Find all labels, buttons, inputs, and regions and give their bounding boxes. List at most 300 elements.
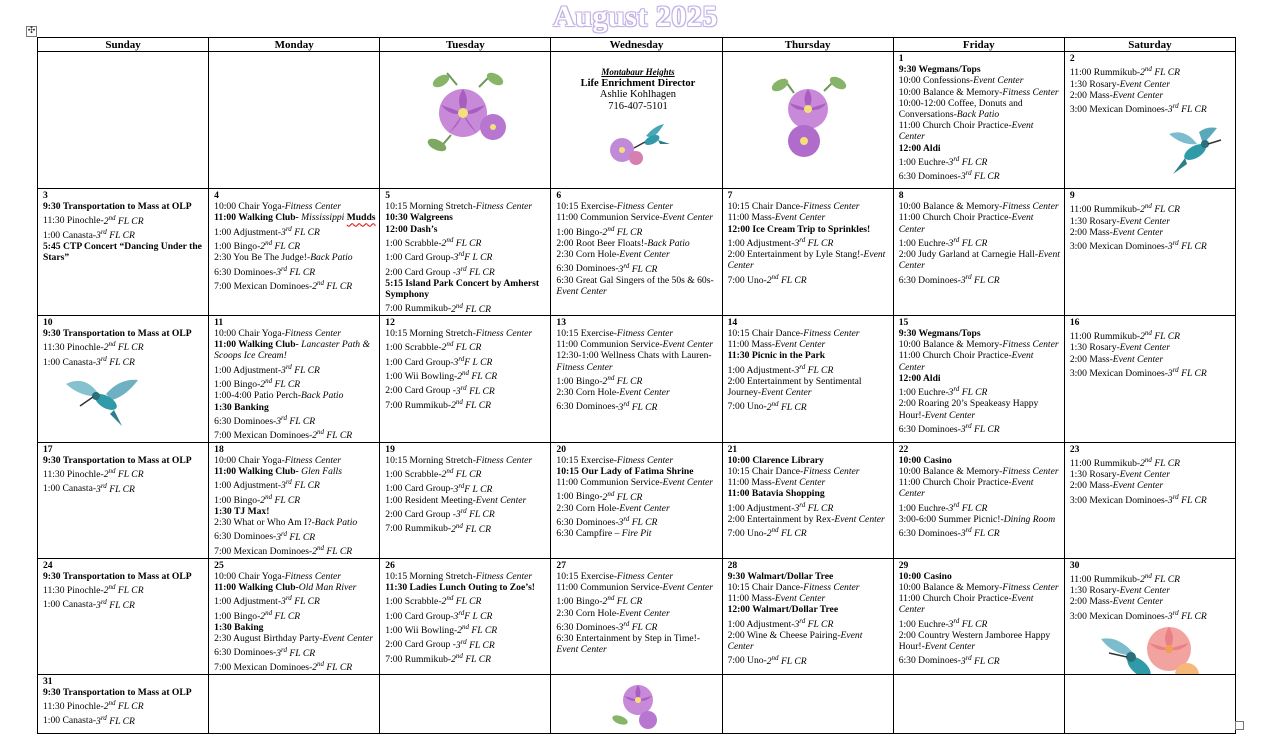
day-cell[interactable] [722, 442, 893, 558]
week-row [38, 442, 1236, 558]
day-number: 26 [385, 559, 395, 571]
event-name: Adjustment- [233, 596, 282, 608]
day-cell[interactable] [38, 189, 209, 316]
calendar-event [43, 241, 206, 263]
event-time: 6:30 [556, 401, 574, 413]
calendar-event [43, 582, 206, 596]
day-number: 30 [1069, 559, 1080, 571]
event-location: 2nd FL CR [312, 659, 353, 673]
empty-day-cell [380, 674, 551, 733]
event-name: Canasta- [62, 715, 97, 727]
event-location: 3rd FL CR [960, 272, 1000, 286]
event-time: 6:30 [556, 633, 574, 645]
calendar-event [556, 633, 719, 655]
weekday-sunday: Sunday [38, 38, 209, 52]
calendar-event [385, 278, 548, 300]
calendar-event [385, 212, 548, 223]
event-location: Event Center [924, 641, 976, 653]
event-time: 1:00 [727, 502, 745, 514]
calendar-event [214, 455, 377, 466]
day-number: 1 [898, 53, 904, 64]
event-location: 2nd FL CR [457, 622, 498, 637]
weekday-friday: Friday [893, 38, 1064, 52]
event-name: Adjustment- [233, 364, 282, 376]
event-name: Balance & Memory- [922, 86, 1003, 98]
event-name: Exercise- [580, 201, 617, 213]
calendar-event [1070, 585, 1233, 596]
event-location: 3rd FL CR [455, 264, 495, 278]
calendar-event [899, 143, 1062, 154]
event-name: Uno- [747, 401, 767, 413]
day-cell[interactable] [380, 442, 551, 558]
event-location: 2nd FL CR [1140, 328, 1181, 343]
calendar-event [556, 249, 719, 260]
event-time: 11:00 [898, 477, 921, 489]
event-time: 10:15 [385, 201, 408, 213]
event-time: 7:00 [385, 399, 403, 411]
event-name: Adjustment- [746, 502, 795, 514]
event-location: 2nd FL CR [602, 489, 643, 503]
day-number: 8 [898, 190, 904, 201]
event-location: Event Center [898, 249, 1060, 272]
event-name: Morning Stretch- [409, 201, 476, 213]
event-time: 1:00 [214, 241, 232, 253]
calendar-event [556, 503, 719, 514]
empty-day-cell [1064, 674, 1235, 733]
event-time: 1:00 [385, 356, 403, 368]
event-location: Event Center [1119, 585, 1171, 597]
event-location: 2nd FL CR [602, 224, 643, 238]
event-name: Mexican Dominoes- [1089, 610, 1168, 622]
day-cell[interactable] [38, 558, 209, 674]
event-location: 2nd FL CR [766, 526, 807, 540]
event-name: Transportation to Mass at OLP [62, 570, 192, 582]
week-row [38, 52, 1236, 189]
event-time: 10:15 [385, 570, 408, 582]
event-name: Adjustment- [233, 226, 282, 238]
event-name: Rummikub- [1093, 331, 1141, 343]
event-location: Event Center [1112, 89, 1164, 101]
event-name: Patio Perch- [253, 390, 302, 402]
event-time: 11:00 [1069, 457, 1092, 469]
calendar-event [214, 339, 377, 361]
day-number: 31 [43, 675, 53, 687]
calendar-event [556, 608, 719, 619]
calendar-event [385, 608, 548, 622]
day-cell[interactable] [722, 189, 893, 316]
event-time: 1:00 [214, 480, 232, 492]
event-name: Entertainment by Step in Time!- [575, 633, 701, 645]
event-name: Mass- [751, 339, 775, 351]
calendar-event [556, 514, 719, 528]
event-time: 1:00 [43, 599, 61, 611]
event-time: 1:30 [214, 401, 232, 413]
event-location: 3rd FL CR [618, 261, 658, 275]
event-location: 2nd FL CR [457, 368, 498, 383]
event-location: Event Center [556, 286, 607, 297]
day-cell[interactable] [209, 315, 380, 442]
event-time: 3:00 [1069, 610, 1087, 622]
day-cell[interactable] [380, 558, 551, 674]
event-time: 2:00 [898, 629, 916, 641]
event-name: Chair Yoga- [238, 570, 285, 582]
calendar-event [899, 272, 1062, 286]
flower-hummingbird-icon [602, 118, 674, 168]
event-name: Corn Hole- [575, 387, 620, 399]
calendar-event [43, 712, 206, 726]
event-time: 11:00 [556, 212, 578, 224]
calendar-event [556, 201, 719, 212]
weekday-tuesday: Tuesday [380, 38, 551, 52]
event-name: Dominoes- [233, 531, 277, 543]
calendar-event [556, 477, 719, 488]
event-location: Event Center [619, 502, 670, 514]
event-name: Walking Club- [238, 339, 302, 351]
day-cell[interactable] [380, 189, 551, 316]
calendar-event [214, 571, 377, 582]
event-time: 10:15 [385, 327, 408, 339]
event-time: 2:30 [556, 387, 574, 399]
event-time: 1:00 [898, 502, 916, 514]
event-time: 1:00 [556, 491, 574, 503]
event-name: Scrabble- [404, 342, 442, 354]
event-time: 1:00 [556, 226, 574, 238]
day-cell[interactable] [380, 315, 551, 442]
calendar-event [728, 201, 891, 212]
calendar-event [899, 168, 1062, 182]
calendar-event [385, 593, 548, 607]
event-location: 2nd FL CR [451, 651, 492, 665]
event-location: 3rd FL CR [276, 645, 316, 659]
event-name: Walking Club- [238, 465, 302, 477]
day-cell[interactable] [551, 442, 722, 558]
calendar-event [556, 582, 719, 593]
event-time: 2:30 [556, 249, 574, 261]
calendar-event [214, 659, 377, 673]
event-name: Exercise- [580, 570, 617, 582]
event-name: Adjustment- [746, 364, 795, 376]
calendar-event [214, 224, 377, 238]
event-time: 9:30 [43, 454, 61, 466]
calendar-event [214, 252, 377, 263]
calendar-event [728, 339, 891, 350]
calendar-title: August 2025 [553, 0, 718, 33]
empty-day-cell [722, 674, 893, 733]
event-name: Church Choir Practice- [922, 477, 1012, 489]
calendar-event [899, 384, 1062, 398]
calendar-event [214, 593, 377, 607]
event-location: 2nd FL CR [1140, 455, 1181, 469]
petunia-flower-icon [764, 73, 854, 163]
event-time: 1:30 [214, 505, 232, 517]
event-location: 3rd FL CR [455, 383, 495, 397]
day-cell[interactable] [893, 442, 1064, 558]
event-time: 11:00 [727, 339, 750, 351]
event-time: 1:00 [43, 715, 61, 727]
event-name: Resident Meeting- [404, 494, 476, 506]
event-time: 2:00 [727, 375, 745, 387]
event-name: Mexican Dominoes- [1089, 367, 1168, 379]
event-name: Bingo- [233, 241, 261, 253]
event-name: Transportation to Mass at OLP [62, 686, 192, 698]
event-time: 11:00 [214, 465, 236, 477]
calendar-event [556, 387, 719, 398]
event-location: Dining Room [1003, 513, 1056, 525]
event-location: Fitness Center [475, 454, 533, 466]
calendar-event [43, 687, 206, 698]
event-name: Adjustment- [233, 480, 282, 492]
event-time: 2:00 [1069, 226, 1087, 238]
event-name: Dominoes- [233, 415, 277, 427]
calendar-event [214, 633, 377, 644]
event-location: Event Center [1112, 226, 1164, 238]
event-time: 1:00 [385, 469, 403, 481]
event-time: 6:30 [214, 647, 232, 659]
event-location: Fitness Center [1002, 86, 1059, 98]
event-time: 7:00 [214, 281, 232, 293]
calendar-event [899, 630, 1062, 652]
event-location: 3rd FL CR [96, 354, 135, 368]
event-name: Chair Dance- [751, 581, 804, 593]
day-cell[interactable] [38, 442, 209, 558]
calendar-event [899, 398, 1062, 420]
event-time: 9:30 [898, 64, 917, 76]
decor-cell [551, 674, 722, 733]
calendar-event [385, 636, 548, 650]
event-name: Balance & Memory- [922, 339, 1003, 351]
day-cell[interactable] [1064, 189, 1235, 316]
event-location: Fitness Center [803, 465, 860, 477]
event-time: 11:30 [43, 215, 65, 227]
event-time: 2:30 [556, 502, 574, 514]
day-cell[interactable] [1064, 52, 1235, 189]
day-cell[interactable] [209, 558, 380, 674]
event-name: Mexican Dominoes- [1089, 241, 1168, 253]
event-location: 3rd FL CR [281, 594, 320, 608]
day-number: 23 [1069, 443, 1080, 455]
calendar-event [1070, 354, 1233, 365]
event-time: 10:00 [214, 201, 236, 213]
event-time: 12:30-1:00 [556, 350, 599, 362]
event-name: Canasta- [62, 229, 97, 241]
day-number: 11 [214, 316, 224, 328]
event-location: 2nd FL CR [441, 340, 482, 354]
event-name: Walmart/Dollar Tree [747, 570, 834, 582]
event-name: Dash’s [410, 223, 438, 235]
event-name: Transportation to Mass at OLP [62, 201, 192, 213]
event-time: 10:00-12:00 [898, 97, 946, 109]
community-name: Montabaur Heights [601, 67, 675, 77]
table-resize-handle[interactable] [1235, 721, 1244, 730]
calendar-event [43, 596, 206, 610]
event-time: 11:30 [43, 585, 65, 597]
event-name: Dominoes- [575, 517, 619, 529]
event-time: 11:00 [214, 339, 236, 351]
calendar-event [43, 698, 206, 712]
event-location: 2nd FL CR [451, 521, 492, 535]
event-time: 11:30 [385, 581, 408, 593]
day-number: 29 [898, 559, 909, 571]
event-time: 12:00 [385, 223, 408, 235]
calendar-event [899, 212, 1062, 234]
calendar-event [214, 328, 377, 339]
empty-day-cell [209, 674, 380, 733]
event-time: 2:00 [385, 385, 403, 397]
event-name: Exercise- [580, 327, 617, 339]
calendar-event [214, 212, 377, 223]
day-cell[interactable] [38, 315, 209, 442]
event-time: 2:30 [214, 517, 232, 529]
event-location: 2nd FL CR [103, 340, 144, 354]
event-time: 1:00 [556, 596, 574, 608]
event-location: Fitness Center [284, 454, 342, 466]
event-location: 3rd FL CR [618, 514, 658, 529]
event-location: Event Center [1119, 78, 1171, 90]
event-time: 11:30 [43, 701, 65, 713]
event-location: 2nd FL CR [1140, 571, 1181, 585]
event-name: Transportation to Mass at OLP [62, 454, 192, 466]
event-name: Corn Hole- [575, 502, 620, 514]
calendar-event [556, 398, 719, 412]
event-name: Morning Stretch- [409, 327, 476, 339]
event-time: 11:00 [1069, 331, 1092, 343]
event-location: Fire Pit [621, 528, 652, 540]
event-time: 11:00 [898, 350, 921, 362]
event-name: Mexican Dominoes- [233, 281, 313, 293]
day-cell[interactable] [209, 189, 380, 316]
event-location: 2nd FL CR [766, 272, 807, 286]
event-time: 1:00-4:00 [214, 390, 252, 402]
event-time: 3:00 [1069, 104, 1087, 116]
day-cell[interactable] [551, 315, 722, 442]
day-cell[interactable] [893, 52, 1064, 189]
event-time: 10:15 [556, 327, 579, 339]
day-cell[interactable] [722, 315, 893, 442]
calendar-event [556, 571, 719, 582]
event-time: 10:15 [556, 570, 579, 582]
event-location: Fitness Center [475, 327, 533, 339]
event-time: 6:30 [214, 531, 232, 543]
event-name: Mexican Dominoes- [233, 545, 313, 557]
event-location: Fitness Center [1002, 581, 1059, 593]
event-location: 2nd FL CR [441, 235, 482, 249]
event-time: 7:00 [385, 523, 403, 535]
event-name: Communion Service- [580, 477, 663, 489]
event-location: Event Center [1112, 596, 1164, 608]
weekday-monday: Monday [209, 38, 380, 52]
event-name: Wii Bowling- [404, 625, 458, 637]
event-time: 3:00 [1069, 494, 1087, 506]
event-name: Mass- [1089, 480, 1113, 492]
event-location: Event Center [834, 513, 885, 525]
event-name: TJ Max! [233, 505, 270, 517]
event-name: Pinochle- [66, 585, 104, 597]
calendar-event [899, 582, 1062, 593]
event-location: 2nd FL CR [441, 594, 482, 608]
event-time: 6:30 [556, 621, 574, 633]
event-location: 3rd FL CR [96, 713, 135, 727]
day-cell[interactable] [1064, 442, 1235, 558]
table-move-handle[interactable]: ✣ [27, 26, 36, 36]
day-cell[interactable] [893, 558, 1064, 674]
event-time: 2:00 [1069, 89, 1087, 101]
event-name: Euchre- [918, 157, 949, 169]
event-location: Event Center [898, 120, 1034, 143]
day-cell[interactable] [722, 558, 893, 674]
event-time: 7:00 [385, 303, 403, 315]
calendar-event [728, 376, 891, 398]
event-time: 12:00 [898, 372, 922, 384]
event-time: 10:15 [385, 454, 408, 466]
event-location: 3rd FL CR [794, 616, 834, 630]
event-name: Island Park Concert by Amherst Symphony [385, 277, 540, 301]
event-name: Ladies Lunch Outing to Zoe’s! [409, 581, 535, 593]
day-cell[interactable] [893, 315, 1064, 442]
event-time: 1:00 [43, 483, 61, 495]
event-name: Ice Cream Trip to Sprinkles! [752, 223, 871, 235]
event-time: 1:00 [385, 238, 403, 249]
calendar-event [899, 455, 1062, 466]
day-cell[interactable] [209, 442, 380, 558]
event-name: Church Choir Practice- [922, 120, 1012, 132]
calendar-event [385, 520, 548, 534]
event-location: 2nd FL CR [260, 492, 301, 506]
event-name: Chair Yoga- [238, 454, 285, 466]
event-location: Event Center [774, 593, 826, 605]
event-time: 12:00 [727, 604, 750, 616]
calendar-event [385, 466, 548, 480]
event-name: Country Western Jamboree Happy Hour!- [898, 629, 1051, 653]
event-location: Event Center [898, 593, 1034, 616]
calendar-event [899, 201, 1062, 212]
event-time: 11:00 [898, 593, 921, 605]
day-cell[interactable] [1064, 558, 1235, 674]
calendar-event [899, 571, 1062, 582]
calendar-event [728, 593, 891, 604]
event-name: Batavia Shopping [751, 488, 825, 500]
event-name: Uno- [747, 655, 767, 667]
event-time: 1:30 [1069, 585, 1087, 597]
event-time: 2:00 [385, 266, 403, 278]
day-number: 13 [556, 316, 567, 328]
event-time: 1:00 [385, 494, 403, 506]
calendar-event [214, 517, 377, 528]
empty-day-cell [893, 674, 1064, 733]
event-time: 10:00 [214, 454, 236, 466]
day-cell[interactable] [551, 558, 722, 674]
event-time: 2:00 [385, 509, 403, 521]
event-location: 3rdF L CR [453, 250, 493, 264]
day-cell[interactable] [551, 189, 722, 316]
event-name: Aldi [922, 142, 941, 154]
event-name: Pinochle- [66, 469, 104, 481]
event-time: 10:00 [214, 327, 236, 339]
event-name: Church Choir Practice- [922, 593, 1012, 605]
event-name: Euchre- [918, 502, 949, 514]
calendar-event [385, 397, 548, 411]
calendar-event [214, 506, 377, 517]
event-time: 1:00 [556, 375, 574, 387]
event-time: 1:00 [385, 625, 403, 637]
event-location: 2nd FL CR [602, 594, 643, 608]
calendar-event [385, 582, 548, 593]
event-time: 3:00 [1069, 367, 1087, 379]
day-number: 5 [385, 190, 391, 201]
day-cell[interactable] [38, 674, 209, 733]
day-cell[interactable] [1064, 315, 1235, 442]
event-name: Transportation to Mass at OLP [62, 327, 192, 339]
day-cell[interactable] [893, 189, 1064, 316]
